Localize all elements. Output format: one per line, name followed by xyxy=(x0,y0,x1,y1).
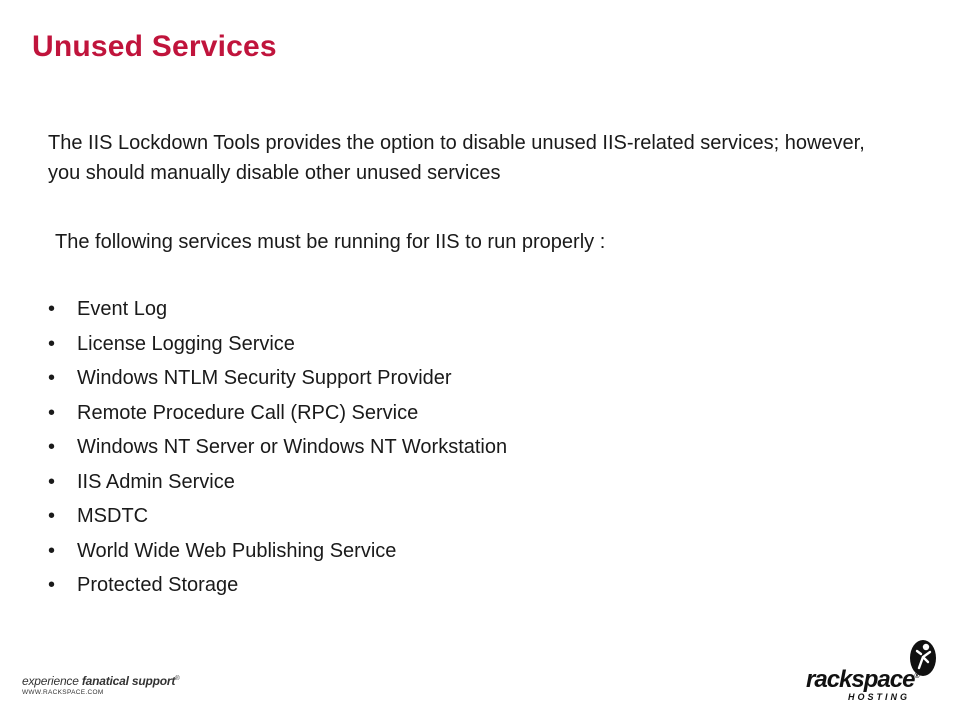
list-item xyxy=(48,396,507,431)
bullet: • xyxy=(48,505,56,527)
logo-wordmark xyxy=(806,666,919,694)
list-item xyxy=(48,465,507,500)
service-label: License Logging Service xyxy=(77,332,295,355)
logo-subtitle: HOSTING xyxy=(848,692,911,702)
climber-icon xyxy=(906,638,942,678)
tagline-part2: fanatical support xyxy=(81,674,176,688)
bullet: • xyxy=(48,367,56,389)
list-item xyxy=(48,499,507,534)
list-item xyxy=(48,327,507,362)
bullet: • xyxy=(48,539,56,562)
service-label: Windows NT Server or Windows NT Workstation xyxy=(77,436,508,458)
list-item xyxy=(48,292,507,327)
tagline xyxy=(22,674,179,688)
intro-paragraph: The IIS Lockdown Tools provides the option to disable unused IIS-related services; however, you should manually disable other unused services xyxy=(48,132,865,184)
footer-tagline-block xyxy=(22,674,179,696)
bullet: • xyxy=(48,470,56,493)
service-label: Windows NTLM Security Support Provider xyxy=(77,367,452,389)
tagline-part1: experience xyxy=(22,674,82,688)
tagline-mark: ® xyxy=(175,676,180,682)
service-label: MSDTC xyxy=(77,505,149,527)
website-url: WWW.RACKSPACE.COM xyxy=(22,689,104,696)
bullet: • xyxy=(48,298,56,320)
lead-paragraph: The following services must be running for IIS to run properly : xyxy=(55,231,606,253)
bullet: • xyxy=(48,436,56,458)
list-item xyxy=(48,534,507,569)
service-label: Protected Storage xyxy=(77,574,239,596)
list-item xyxy=(48,361,507,396)
list-item xyxy=(48,568,507,603)
services-list xyxy=(48,292,507,603)
slide-title: Unused Services xyxy=(32,30,277,63)
service-label: Event Log xyxy=(77,298,168,320)
service-label: IIS Admin Service xyxy=(77,470,235,493)
service-label: Remote Procedure Call (RPC) Service xyxy=(77,401,419,424)
bullet: • xyxy=(48,332,56,355)
service-label: World Wide Web Publishing Service xyxy=(77,539,397,562)
rackspace-logo xyxy=(806,638,946,704)
logo-word: rackspace xyxy=(806,666,915,693)
bullet: • xyxy=(48,401,56,424)
logo-mark: ® xyxy=(914,673,919,680)
list-item xyxy=(48,430,507,465)
bullet: • xyxy=(48,574,56,596)
